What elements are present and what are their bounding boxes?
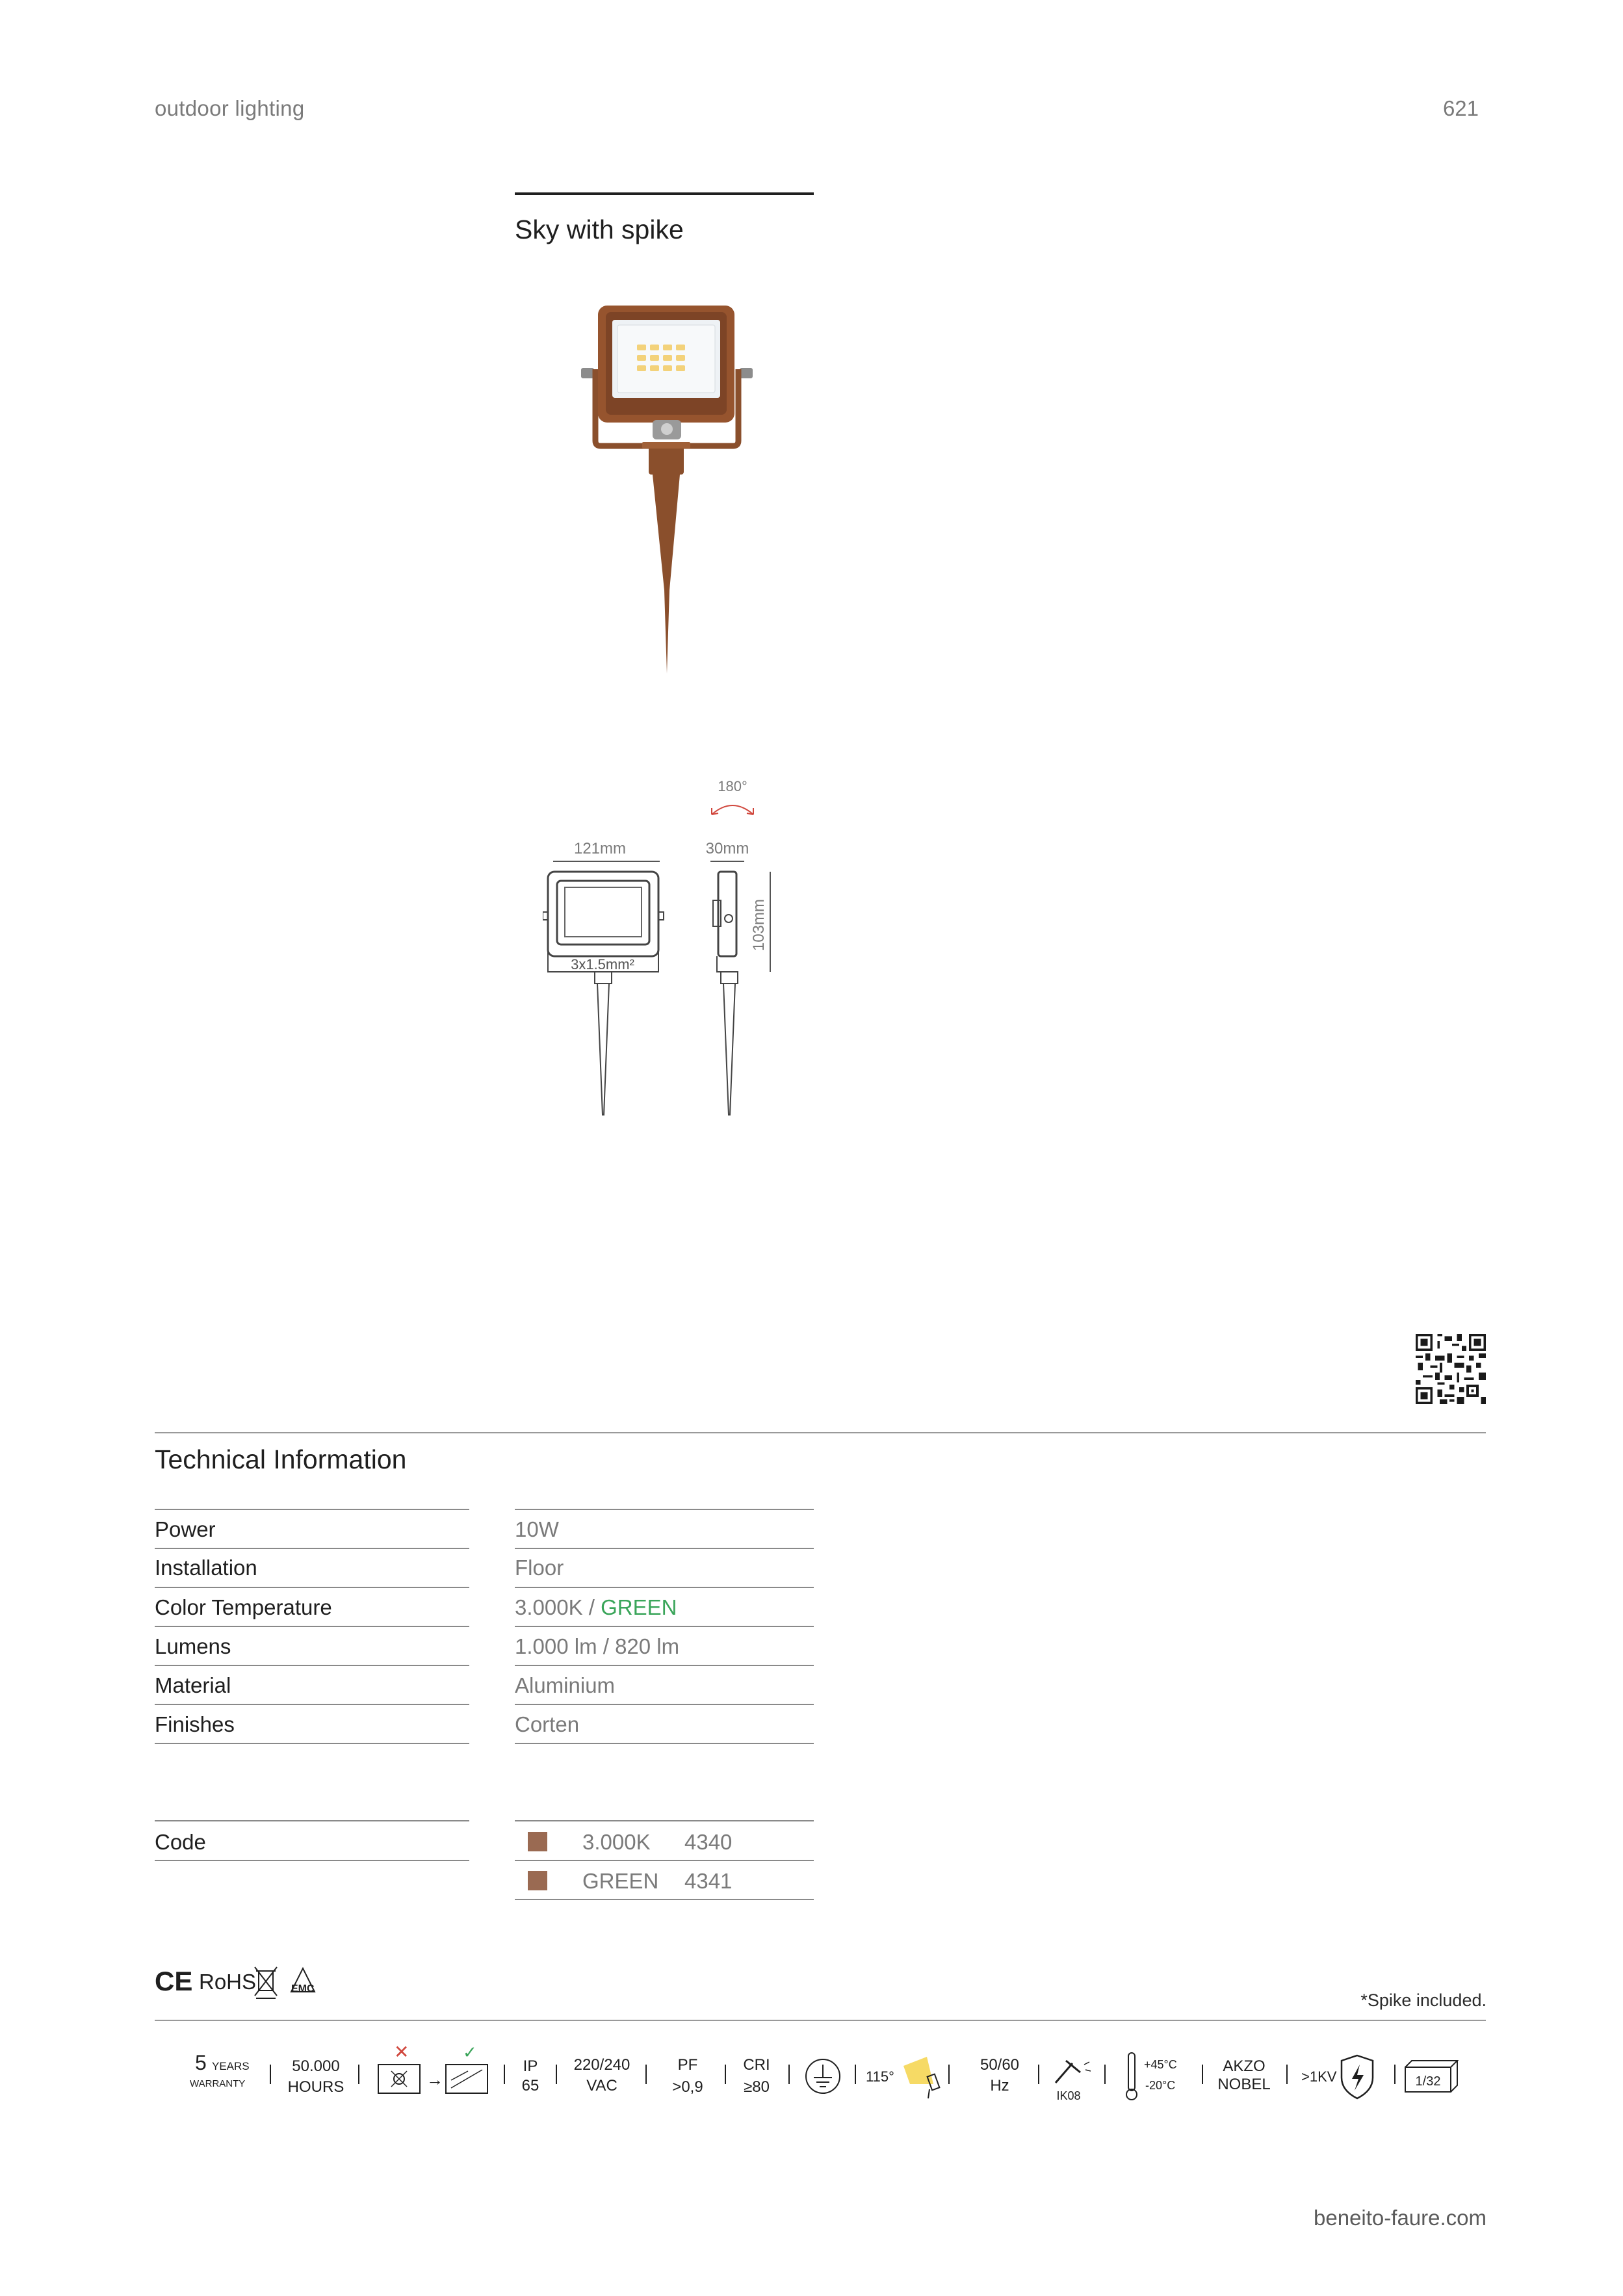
spec-divider: [155, 1743, 469, 1744]
code-divider: [515, 1820, 814, 1821]
spec-divider: [155, 1665, 469, 1666]
code-label: Code: [155, 1830, 206, 1854]
feature-icons-bar: [188, 2041, 1488, 2106]
finish-swatch: [528, 1832, 547, 1851]
spec-value: 10W: [515, 1517, 559, 1541]
code-number: 4340: [684, 1830, 733, 1854]
qr-code[interactable]: [1416, 1334, 1486, 1404]
spotlight-icon: [903, 2057, 939, 2098]
weee-bin-icon: [255, 1967, 277, 1998]
spec-divider: [515, 1704, 814, 1705]
voltage-unit: VAC: [586, 2077, 617, 2094]
cri-value: ≥80: [744, 2078, 770, 2096]
spec-divider: [515, 1509, 814, 1510]
spec-divider: [515, 1665, 814, 1666]
cri-label: CRI: [743, 2056, 770, 2074]
hours-label: HOURS: [287, 2078, 344, 2096]
spec-divider: [515, 1548, 814, 1549]
frequency-value: 50/60: [980, 2056, 1020, 2074]
icons-divider: [155, 2020, 1486, 2021]
spec-value-main: 3.000K /: [515, 1595, 595, 1619]
spec-label: Lumens: [155, 1634, 231, 1658]
warranty-label: WARRANTY: [190, 2078, 246, 2089]
product-image: [572, 304, 760, 675]
page-number: 621: [1442, 96, 1479, 120]
title-rule: [515, 192, 814, 195]
warranty-unit: YEARS: [212, 2060, 250, 2072]
thermometer-icon: [1126, 2053, 1137, 2100]
hours-number: 50.000: [292, 2057, 340, 2075]
beam-angle: 115°: [866, 2068, 894, 2085]
spec-divider: [155, 1548, 469, 1549]
lightning-shield-icon: [1342, 2055, 1373, 2098]
ce-mark: CE: [155, 1966, 193, 1996]
spec-value-accent: GREEN: [601, 1595, 677, 1619]
code-divider: [155, 1860, 469, 1861]
depth-dimension: 30mm: [705, 840, 749, 857]
temperature-min: -20°C: [1145, 2079, 1176, 2092]
pf-value: >0,9: [672, 2078, 703, 2096]
ip-label: IP: [523, 2057, 538, 2075]
spec-value: Aluminium: [515, 1673, 616, 1697]
voltage-value: 220/240: [573, 2056, 630, 2074]
rohs-mark: RoHS: [199, 1970, 257, 1994]
section-divider: [155, 1432, 1486, 1433]
spec-divider: [515, 1743, 814, 1744]
height-dimension: 103mm: [750, 898, 768, 952]
ik-rating: IK08: [1056, 2089, 1081, 2102]
svg-text:→: →: [426, 2070, 443, 2089]
code-divider: [515, 1860, 814, 1861]
code-temperature: GREEN: [582, 1869, 659, 1893]
frequency-unit: Hz: [990, 2077, 1009, 2094]
led-replacement-icon: [378, 2042, 487, 2093]
spec-value: [515, 1595, 677, 1620]
impact-hammer-icon: [1056, 2061, 1091, 2083]
width-dimension: 121mm: [573, 840, 627, 857]
spec-label: Finishes: [155, 1712, 235, 1736]
spike-note: *Spike included.: [1360, 1990, 1487, 2010]
rotation-label: 180°: [718, 778, 747, 794]
spec-divider: [515, 1626, 814, 1627]
emc-icon: [291, 1968, 315, 1994]
spec-label: Power: [155, 1517, 216, 1541]
spec-label: Color Temperature: [155, 1595, 332, 1619]
temperature-max: +45°C: [1144, 2058, 1177, 2071]
spec-label: Material: [155, 1673, 231, 1697]
warranty-number: 5: [195, 2051, 207, 2074]
spec-divider: [155, 1587, 469, 1588]
packaging-quantity: 1/32: [1415, 2074, 1441, 2089]
spec-divider: [515, 1587, 814, 1588]
code-divider: [155, 1820, 469, 1821]
product-title: Sky with spike: [515, 215, 684, 244]
code-temperature: 3.000K: [582, 1830, 651, 1854]
finish-swatch: [528, 1871, 547, 1890]
svg-text:✓: ✓: [463, 2042, 477, 2062]
spec-divider: [155, 1704, 469, 1705]
code-number: 4341: [684, 1869, 733, 1893]
website-link[interactable]: beneito-faure.com: [1314, 2206, 1487, 2230]
code-divider: [515, 1899, 814, 1900]
ip-value: 65: [521, 2077, 539, 2094]
technical-title: Technical Information: [155, 1444, 407, 1474]
spec-value: Corten: [515, 1712, 580, 1736]
section-label: outdoor lighting: [155, 96, 305, 120]
emc-label: EMC: [291, 1983, 315, 1994]
spec-value: Floor: [515, 1556, 564, 1580]
spec-value: 1.000 lm / 820 lm: [515, 1634, 680, 1658]
certification-marks: [155, 1963, 343, 2000]
ground-icon: [806, 2059, 840, 2093]
svg-text:✕: ✕: [394, 2042, 409, 2062]
spec-divider: [155, 1626, 469, 1627]
cable-spec: 3x1.5mm²: [571, 956, 634, 972]
paint-brand-line2: NOBEL: [1217, 2076, 1271, 2093]
spec-divider: [155, 1509, 469, 1510]
warranty-badge: [190, 2051, 250, 2089]
technical-drawing: [543, 777, 799, 1141]
spec-label: Installation: [155, 1556, 257, 1580]
pf-label: PF: [677, 2056, 698, 2074]
paint-brand-line1: AKZO: [1223, 2057, 1266, 2075]
surge-protection: >1KV: [1301, 2068, 1337, 2085]
